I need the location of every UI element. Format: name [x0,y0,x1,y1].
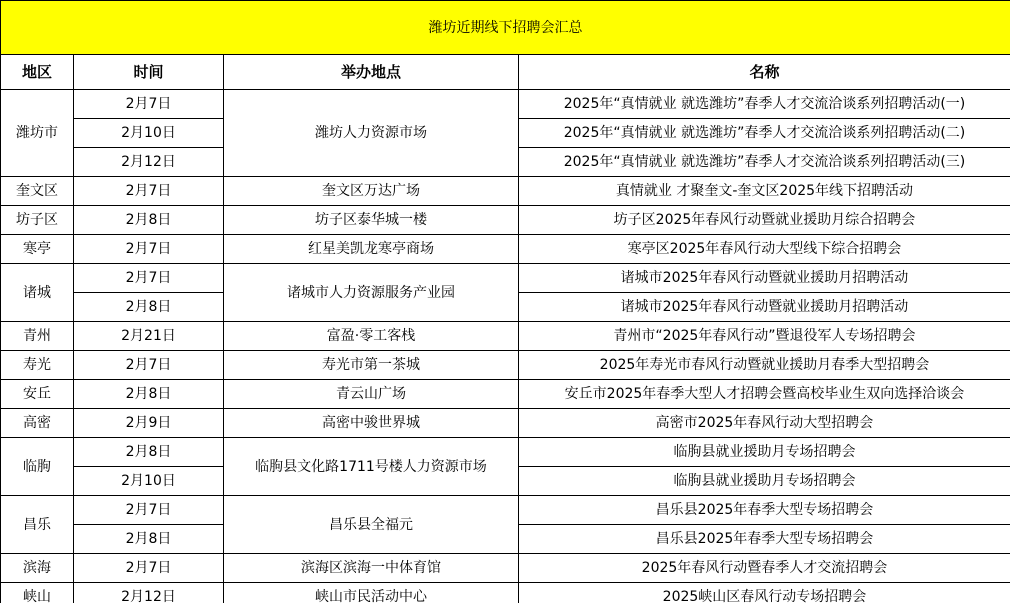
venue-cell: 临朐县文化路1711号楼人力资源市场 [224,438,519,496]
table-row [1,409,1010,438]
header-venue: 举办地点 [224,55,519,90]
region-cell: 昌乐 [1,496,74,554]
table-row [1,554,1010,583]
time-cell: 2月7日 [74,554,224,583]
time-cell: 2月7日 [74,351,224,380]
venue-cell: 富盈·零工客栈 [224,322,519,351]
venue-cell: 滨海区滨海一中体育馆 [224,554,519,583]
time-cell: 2月8日 [74,206,224,235]
venue-cell: 昌乐县全福元 [224,496,519,554]
table-row [1,90,1010,119]
event-name-cell: 诸城市2025年春风行动暨就业援助月招聘活动 [519,293,1010,322]
venue-cell: 高密中骏世界城 [224,409,519,438]
event-name-cell: 寒亭区2025年春风行动大型线下综合招聘会 [519,235,1010,264]
time-cell: 2月10日 [74,467,224,496]
time-cell: 2月8日 [74,438,224,467]
event-name-cell: 2025年“真情就业 就选潍坊”春季人才交流洽谈系列招聘活动(一) [519,90,1010,119]
time-cell: 2月9日 [74,409,224,438]
time-cell: 2月21日 [74,322,224,351]
event-name-cell: 高密市2025年春风行动大型招聘会 [519,409,1010,438]
table-row [1,438,1010,467]
time-cell: 2月7日 [74,90,224,119]
time-cell: 2月7日 [74,177,224,206]
time-cell: 2月12日 [74,583,224,603]
venue-cell: 青云山广场 [224,380,519,409]
table-row [1,583,1010,603]
header-region: 地区 [1,55,74,90]
venue-cell: 红星美凯龙寒亭商场 [224,235,519,264]
event-name-cell: 坊子区2025年春风行动暨就业援助月综合招聘会 [519,206,1010,235]
region-cell: 滨海 [1,554,74,583]
table-title: 潍坊近期线下招聘会汇总 [1,1,1010,55]
venue-cell: 潍坊人力资源市场 [224,90,519,177]
region-cell: 寒亭 [1,235,74,264]
region-cell: 潍坊市 [1,90,74,177]
region-cell: 青州 [1,322,74,351]
time-cell: 2月8日 [74,293,224,322]
region-cell: 高密 [1,409,74,438]
header-row [1,55,1010,90]
venue-cell: 寿光市第一茶城 [224,351,519,380]
region-cell: 临朐 [1,438,74,496]
event-name-cell: 真情就业 才聚奎文-奎文区2025年线下招聘活动 [519,177,1010,206]
time-cell: 2月7日 [74,235,224,264]
time-cell: 2月10日 [74,119,224,148]
event-name-cell: 昌乐县2025年春季大型专场招聘会 [519,525,1010,554]
venue-cell: 坊子区泰华城一楼 [224,206,519,235]
event-name-cell: 2025年“真情就业 就选潍坊”春季人才交流洽谈系列招聘活动(二) [519,119,1010,148]
table-row [1,206,1010,235]
time-cell: 2月8日 [74,380,224,409]
region-cell: 寿光 [1,351,74,380]
table-body [1,90,1010,603]
event-name-cell: 2025年寿光市春风行动暨就业援助月春季大型招聘会 [519,351,1010,380]
time-cell: 2月8日 [74,525,224,554]
time-cell: 2月12日 [74,148,224,177]
table-row [1,351,1010,380]
event-name-cell: 2025峡山区春风行动专场招聘会 [519,583,1010,603]
event-name-cell: 青州市“2025年春风行动”暨退役军人专场招聘会 [519,322,1010,351]
event-name-cell: 临朐县就业援助月专场招聘会 [519,438,1010,467]
venue-cell: 奎文区万达广场 [224,177,519,206]
venue-cell: 峡山市民活动中心 [224,583,519,603]
region-cell: 峡山 [1,583,74,603]
event-name-cell: 2025年春风行动暨春季人才交流招聘会 [519,554,1010,583]
region-cell: 诸城 [1,264,74,322]
event-name-cell: 安丘市2025年春季大型人才招聘会暨高校毕业生双向选择洽谈会 [519,380,1010,409]
table-row [1,380,1010,409]
time-cell: 2月7日 [74,496,224,525]
event-name-cell: 诸城市2025年春风行动暨就业援助月招聘活动 [519,264,1010,293]
header-time: 时间 [74,55,224,90]
table-row [1,264,1010,293]
table-row [1,322,1010,351]
venue-cell: 诸城市人力资源服务产业园 [224,264,519,322]
header-name: 名称 [519,55,1010,90]
table-row [1,235,1010,264]
table-row [1,496,1010,525]
table-row [1,177,1010,206]
event-name-cell: 临朐县就业援助月专场招聘会 [519,467,1010,496]
region-cell: 坊子区 [1,206,74,235]
region-cell: 安丘 [1,380,74,409]
region-cell: 奎文区 [1,177,74,206]
event-name-cell: 昌乐县2025年春季大型专场招聘会 [519,496,1010,525]
event-name-cell: 2025年“真情就业 就选潍坊”春季人才交流洽谈系列招聘活动(三) [519,148,1010,177]
time-cell: 2月7日 [74,264,224,293]
